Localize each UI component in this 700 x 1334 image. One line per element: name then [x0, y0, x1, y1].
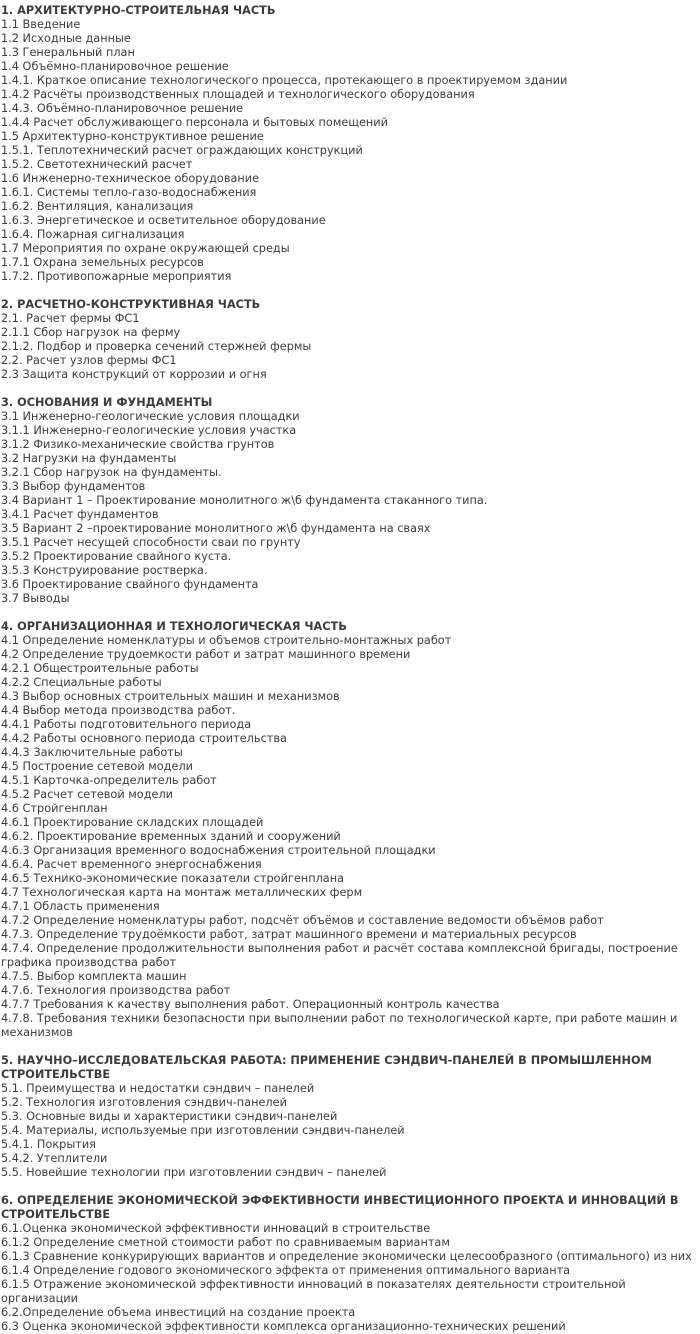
- toc-item: 4.2.2 Специальные работы: [1, 676, 162, 689]
- toc-item: 4.6.2. Проектирование временных зданий и сооружений: [1, 830, 341, 843]
- toc-item: 3.2 Нагрузки на фундаменты: [1, 452, 177, 465]
- toc-item: 4.6.1 Проектирование складских площадей: [1, 816, 264, 829]
- toc-item: 5.3. Основные виды и характеристики сэндвич-панелей: [1, 1110, 338, 1123]
- section-title: 3. ОСНОВАНИЯ И ФУНДАМЕНТЫ: [1, 396, 213, 409]
- toc-item: 2.2. Расчет узлов фермы ФС1: [1, 354, 177, 367]
- toc-item: 2.1.1 Сбор нагрузок на ферму: [1, 326, 181, 339]
- toc-item: 4.7.7 Требования к качеству выполнения работ. Операционный контроль качества: [1, 998, 500, 1011]
- toc-item: 4.4 Выбор метода производства работ.: [1, 704, 236, 717]
- toc-section: [1, 396, 700, 606]
- toc-item: 4.5.2 Расчет сетевой модели: [1, 788, 174, 801]
- toc-item: 3.4.1 Расчет фундаментов: [1, 508, 159, 521]
- toc-item: 4.5 Построение сетевой модели: [1, 760, 194, 773]
- toc-item: 4.7.6. Технология производства работ: [1, 984, 231, 997]
- toc-item: 2.3 Защита конструкций от коррозии и огня: [1, 368, 267, 381]
- toc-item: 5.2. Технология изготовления сэндвич-панелей: [1, 1096, 287, 1109]
- toc-item: 3.5.3 Конструирование ростверка.: [1, 564, 208, 577]
- toc-item: 3.5.1 Расчет несущей способности сваи по грунту: [1, 536, 301, 549]
- toc-item: 4.3 Выбор основных строительных машин и механизмов: [1, 690, 340, 703]
- toc-item: 5.4.1. Покрытия: [1, 1138, 96, 1151]
- toc-item: 1.4 Объёмно-планировочное решение: [1, 60, 229, 73]
- toc-item: 6.3 Оценка экономической эффективности комплекса организационно-технических решений: [1, 1320, 566, 1333]
- toc-item: 4.7.8. Требования техники безопасности при выполнении работ по технологической карте, при работе машин и механизмов: [1, 1012, 678, 1039]
- toc-item: 1.4.2 Расчёты производственных площадей и технологического оборудования: [1, 88, 475, 101]
- toc-item: 3.5.2 Проектирование свайного куста.: [1, 550, 232, 563]
- toc-section: [1, 1194, 700, 1334]
- toc-item: 1.3 Генеральный план: [1, 46, 135, 59]
- toc-section: [1, 620, 700, 1040]
- toc-item: 4.7 Технологическая карта на монтаж металлических ферм: [1, 886, 363, 899]
- toc-item: 2.1.2. Подбор и проверка сечений стержней фермы: [1, 340, 312, 353]
- toc-item: 3.6 Проектирование свайного фундамента: [1, 578, 259, 591]
- toc-item: 6.1.2 Определение сметной стоимости работ по сравниваемым вариантам: [1, 1236, 450, 1249]
- toc-item: 1.2 Исходные данные: [1, 32, 131, 45]
- toc-item: 1.4.1. Краткое описание технологического процесса, протекающего в проектируемом здании: [1, 74, 568, 87]
- toc-item: 6.1.Оценка экономической эффективности инноваций в строительстве: [1, 1222, 431, 1235]
- toc-item: 4.4.3 Заключительные работы: [1, 746, 183, 759]
- toc-item: 3.7 Выводы: [1, 592, 70, 605]
- toc-item: 4.2 Определение трудоемкости работ и затрат машинного времени: [1, 648, 411, 661]
- toc-item: 4.1 Определение номенклатуры и объемов строительно-монтажных работ: [1, 634, 452, 647]
- section-title: 6. ОПРЕДЕЛЕНИЕ ЭКОНОМИЧЕСКОЙ ЭФФЕКТИВНОСТИ ИНВЕСТИЦИОННОГО ПРОЕКТА И ИННОВАЦИЙ В СТРОИТЕЛЬСТВЕ: [1, 1194, 679, 1221]
- toc-item: 6.1.3 Сравнение конкурирующих вариантов и определение экономически целесообразного (оптимального) из них: [1, 1250, 692, 1263]
- section-title: 4. ОРГАНИЗАЦИОННАЯ И ТЕХНОЛОГИЧЕСКАЯ ЧАСТЬ: [1, 620, 347, 633]
- section-title: 5. НАУЧНО–ИССЛЕДОВАТЕЛЬСКАЯ РАБОТА: ПРИМЕНЕНИЕ СЭНДВИЧ-ПАНЕЛЕЙ В ПРОМЫШЛЕННОМ СТРОИТЕЛЬСТВЕ: [1, 1054, 652, 1081]
- toc-item: 5.5. Новейшие технологии при изготовлении сэндвич – панелей: [1, 1166, 387, 1179]
- section-title: 2. РАСЧЕТНО-КОНСТРУКТИВНАЯ ЧАСТЬ: [1, 298, 261, 311]
- toc-item: 1.1 Введение: [1, 18, 81, 31]
- toc-item: 4.6.4. Расчет временного энергоснабжения: [1, 858, 262, 871]
- toc-item: 5.1. Преимущества и недостатки сэндвич – панелей: [1, 1082, 315, 1095]
- toc-item: 3.1.1 Инженерно-геологические условия участка: [1, 424, 297, 437]
- toc-item: 4.7.1 Область применения: [1, 900, 160, 913]
- toc-item: 3.2.1 Сбор нагрузок на фундаменты.: [1, 466, 222, 479]
- toc-item: 4.2.1 Общестроительные работы: [1, 662, 199, 675]
- toc-item: 1.7 Мероприятия по охране окружающей среды: [1, 242, 290, 255]
- toc-item: 3.5 Вариант 2 –проектирование монолитного ж\б фундамента на сваях: [1, 522, 431, 535]
- toc-item: 4.5.1 Карточка-определитель работ: [1, 774, 217, 787]
- toc-item: 6.1.4 Определение годового экономического эффекта от применения оптимального варианта: [1, 1264, 571, 1277]
- toc-item: 5.4. Материалы, используемые при изготовлении сэндвич-панелей: [1, 1124, 405, 1137]
- toc-section: [1, 298, 700, 382]
- toc-item: 1.7.1 Охрана земельных ресурсов: [1, 256, 204, 269]
- toc-item: 4.6.3 Организация временного водоснабжения строительной площадки: [1, 844, 436, 857]
- toc-item: 1.5 Архитектурно-конструктивное решение: [1, 130, 264, 143]
- toc-item: 4.6.5 Технико-экономические показатели стройгенплана: [1, 872, 345, 885]
- toc-item: 6.1.5 Отражение экономической эффективности инноваций в показателях деятельности строительной организации: [1, 1278, 626, 1305]
- toc-section: [1, 1054, 700, 1180]
- toc-item: 1.5.1. Теплотехнический расчет ограждающих конструкций: [1, 144, 363, 157]
- toc-item: 3.4 Вариант 1 – Проектирование монолитного ж\б фундамента стаканного типа.: [1, 494, 488, 507]
- toc-item: 1.6 Инженерно-техническое оборудование: [1, 172, 260, 185]
- toc-item: 5.4.2. Утеплители: [1, 1152, 108, 1165]
- toc-item: 1.4.3. Объёмно-планировочное решение: [1, 102, 244, 115]
- toc-item: 1.7.2. Противопожарные мероприятия: [1, 270, 232, 283]
- toc-item: 4.4.1 Работы подготовительного периода: [1, 718, 252, 731]
- toc-item: 1.5.2. Светотехнический расчет: [1, 158, 193, 171]
- section-title: 1. АРХИТЕКТУРНО-СТРОИТЕЛЬНАЯ ЧАСТЬ: [1, 4, 276, 17]
- toc-item: 1.6.1. Системы тепло-газо-водоснабжения: [1, 186, 257, 199]
- toc-item: 3.3 Выбор фундаментов: [1, 480, 146, 493]
- toc-item: 4.6 Стройгенплан: [1, 802, 108, 815]
- toc-item: 6.2.Определение объема инвестиций на создание проекта: [1, 1306, 356, 1319]
- toc-item: 2.1. Расчет фермы ФС1: [1, 312, 140, 325]
- toc-item: 4.7.3. Определение трудоёмкости работ, затрат машинного времени и материальных ресурсов: [1, 928, 577, 941]
- toc-item: 3.1 Инженерно-геологические условия площадки: [1, 410, 300, 423]
- toc-item: 4.7.4. Определение продолжительности выполнения работ и расчёт состава комплексной бригады, построение графика производства работ: [1, 942, 678, 969]
- toc-item: 4.7.2 Определение номенклатуры работ, подсчёт объёмов и составление ведомости объёмов работ: [1, 914, 604, 927]
- toc-section: [1, 4, 700, 284]
- toc-item: 4.4.2 Работы основного периода строительства: [1, 732, 287, 745]
- toc-item: 1.6.3. Энергетическое и осветительное оборудование: [1, 214, 326, 227]
- toc-item: 3.1.2 Физико-механические свойства грунтов: [1, 438, 275, 451]
- toc-item: 4.7.5. Выбор комплекта машин: [1, 970, 187, 983]
- toc-item: 1.4.4 Расчет обслуживающего персонала и бытовых помещений: [1, 116, 388, 129]
- toc-item: 1.6.2. Вентиляция, канализация: [1, 200, 194, 213]
- toc-item: 1.6.4. Пожарная сигнализация: [1, 228, 185, 241]
